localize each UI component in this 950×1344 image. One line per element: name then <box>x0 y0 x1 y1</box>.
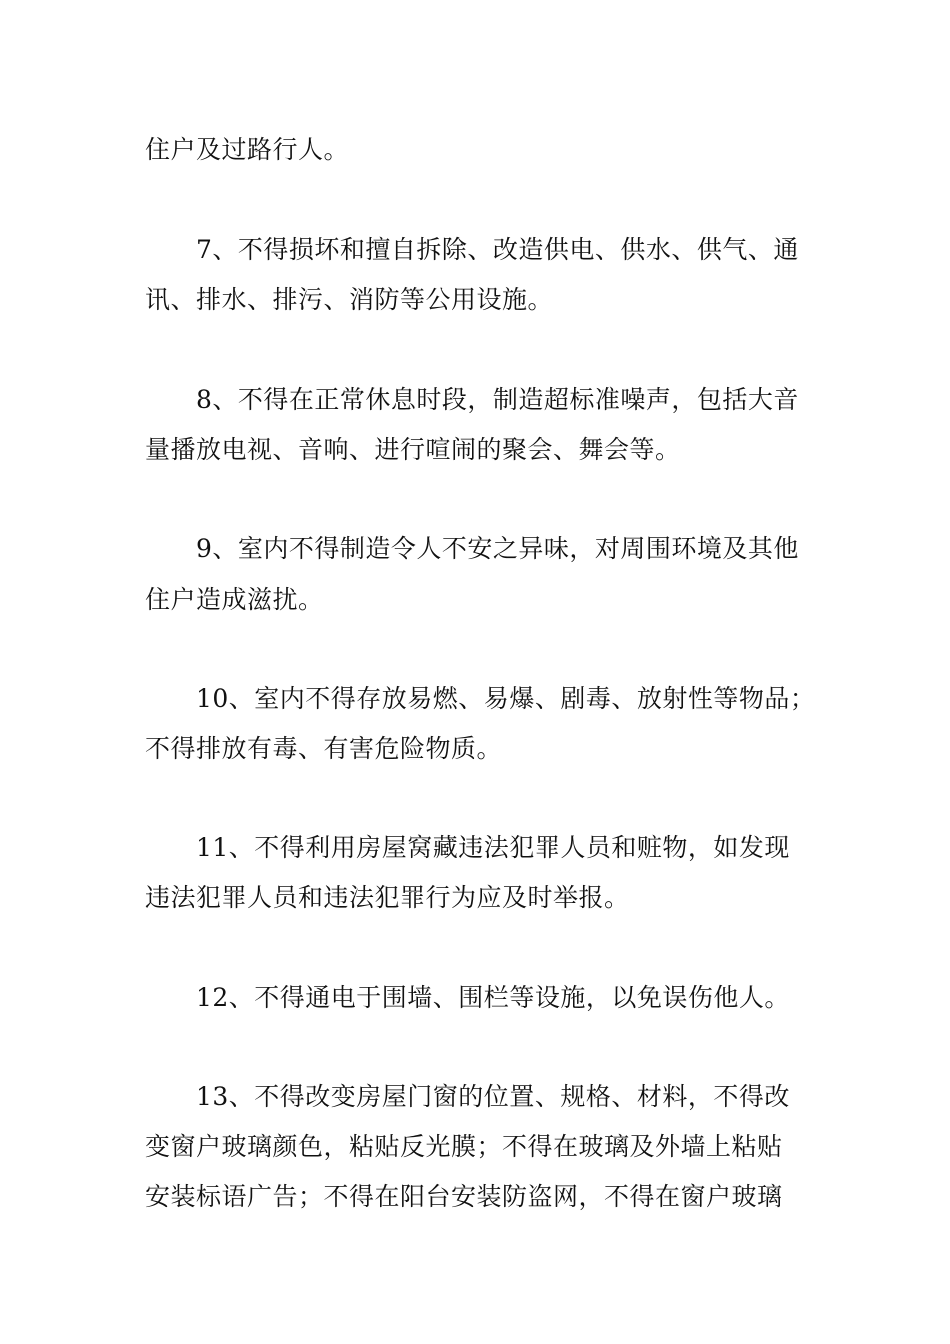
paragraph-line: 10、室内不得存放易燃、易爆、剧毒、放射性等物品； <box>196 684 816 713</box>
paragraph-line: 住户造成滋扰。 <box>145 585 324 614</box>
paragraph-line: 安装标语广告；不得在阳台安装防盗网，不得在窗户玻璃 <box>145 1182 783 1211</box>
paragraph-line: 讯、排水、排污、消防等公用设施。 <box>145 285 554 314</box>
paragraph-line: 变窗户玻璃颜色，粘贴反光膜；不得在玻璃及外墙上粘贴 <box>145 1132 783 1161</box>
paragraph-line: 量播放电视、音响、进行喧闹的聚会、舞会等。 <box>145 435 681 464</box>
paragraph-line: 违法犯罪人员和违法犯罪行为应及时举报。 <box>145 883 630 912</box>
paragraph-line: 住户及过路行人。 <box>145 135 350 164</box>
paragraph-line: 11、不得利用房屋窝藏违法犯罪人员和赃物，如发现 <box>196 833 790 862</box>
paragraph-line: 13、不得改变房屋门窗的位置、规格、材料，不得改 <box>196 1082 790 1111</box>
paragraph-line: 12、不得通电于围墙、围栏等设施，以免误伤他人。 <box>196 983 790 1012</box>
paragraph-line: 8、不得在正常休息时段，制造超标准噪声，包括大音 <box>196 385 799 414</box>
paragraph-line: 7、不得损坏和擅自拆除、改造供电、供水、供气、通 <box>196 235 799 264</box>
paragraph-line: 9、室内不得制造令人不安之异味，对周围环境及其他 <box>196 534 799 563</box>
paragraph-line: 不得排放有毒、有害危险物质。 <box>145 734 503 763</box>
